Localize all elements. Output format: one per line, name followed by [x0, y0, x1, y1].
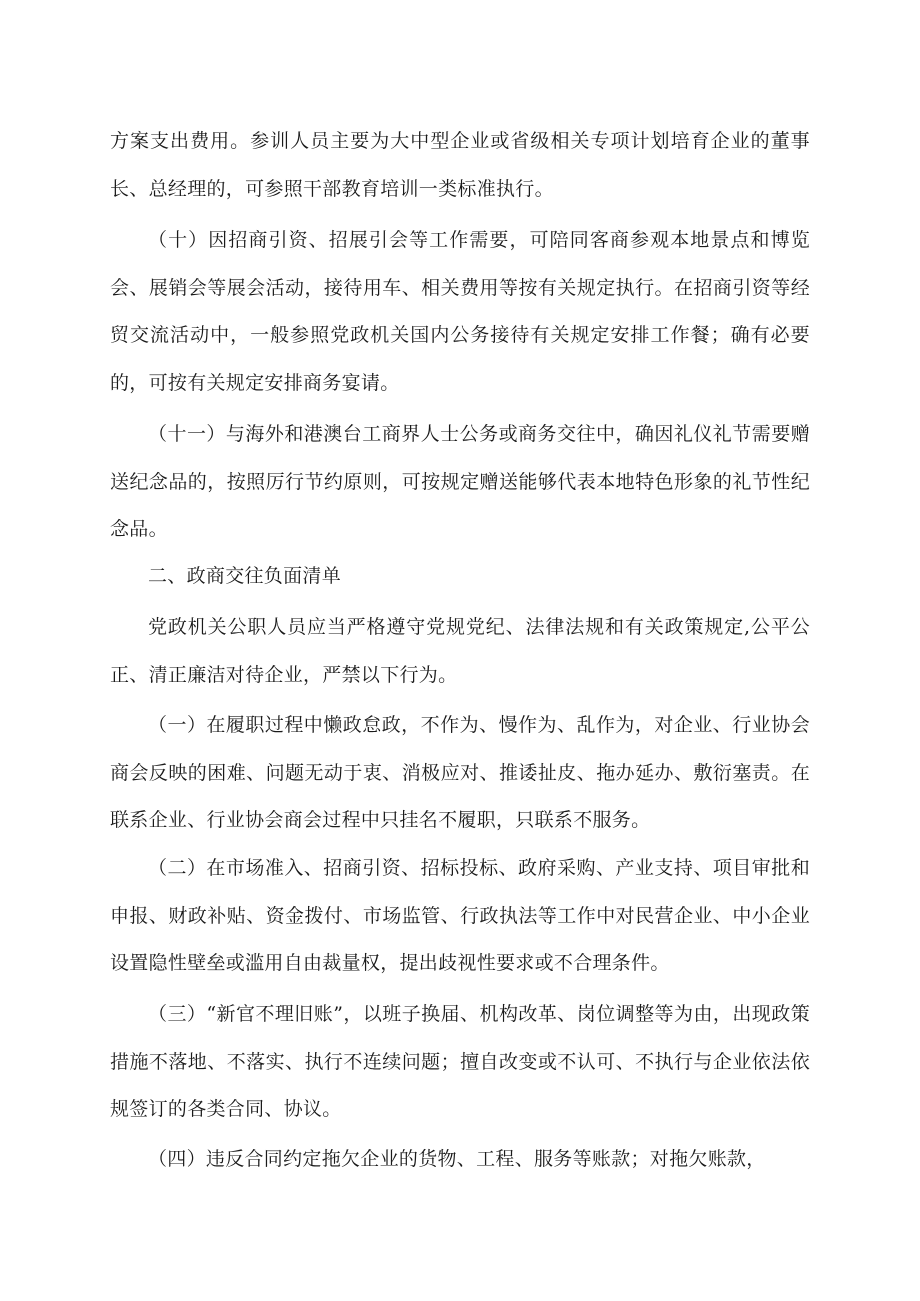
paragraph-negative-item-1: （一）在履职过程中懒政怠政，不作为、慢作为、乱作为，对企业、行业协会商会反映的困难、问题无动于衷、消极应对、推诿扯皮、拖办延办、敷衍塞责。在联系企业、行业协会商会过程中只挂名不履职，只联系不服务。 — [110, 714, 810, 831]
section-heading-negative-list: 二、政商交往负面清单 — [148, 565, 342, 587]
paragraph-item-11: （十一）与海外和港澳台工商界人士公务或商务交往中，确因礼仪礼节需要赠送纪念品的，按照厉行节约原则，可按规定赠送能够代表本地特色形象的礼节性纪念品。 — [110, 423, 810, 540]
paragraph-training-costs: 方案支出费用。参训人员主要为大中型企业或省级相关专项计划培育企业的董事长、总经理的，可参照干部教育培训一类标准执行。 — [110, 130, 810, 200]
paragraph-negative-item-2: （二）在市场准入、招商引资、招标投标、政府采购、产业支持、项目审批和申报、财政补贴、资金拨付、市场监管、行政执法等工作中对民营企业、中小企业设置隐性壁垒或滥用自由裁量权，提出歧视性要求或不合理条件。 — [110, 857, 810, 974]
paragraph-negative-list-intro: 党政机关公职人员应当严格遵守党规党纪、法律法规和有关政策规定,公平公正、清正廉洁对待企业，严禁以下行为。 — [110, 616, 810, 686]
paragraph-negative-item-4: （四）违反合同约定拖欠企业的货物、工程、服务等账款；对拖欠账款， — [148, 1148, 766, 1170]
paragraph-negative-item-3: （三）“新官不理旧账”，以班子换届、机构改革、岗位调整等为由，出现政策措施不落地、不落实、执行不连续问题；擅自改变或不认可、不执行与企业依法依规签订的各类合同、协议。 — [110, 1003, 810, 1120]
paragraph-item-10: （十）因招商引资、招展引会等工作需要，可陪同客商参观本地景点和博览会、展销会等展会活动，接待用车、相关费用等按有关规定执行。在招商引资等经贸交流活动中，一般参照党政机关国内公务接待有关规定安排工作餐；确有必要的，可按有关规定安排商务宴请。 — [110, 229, 810, 394]
